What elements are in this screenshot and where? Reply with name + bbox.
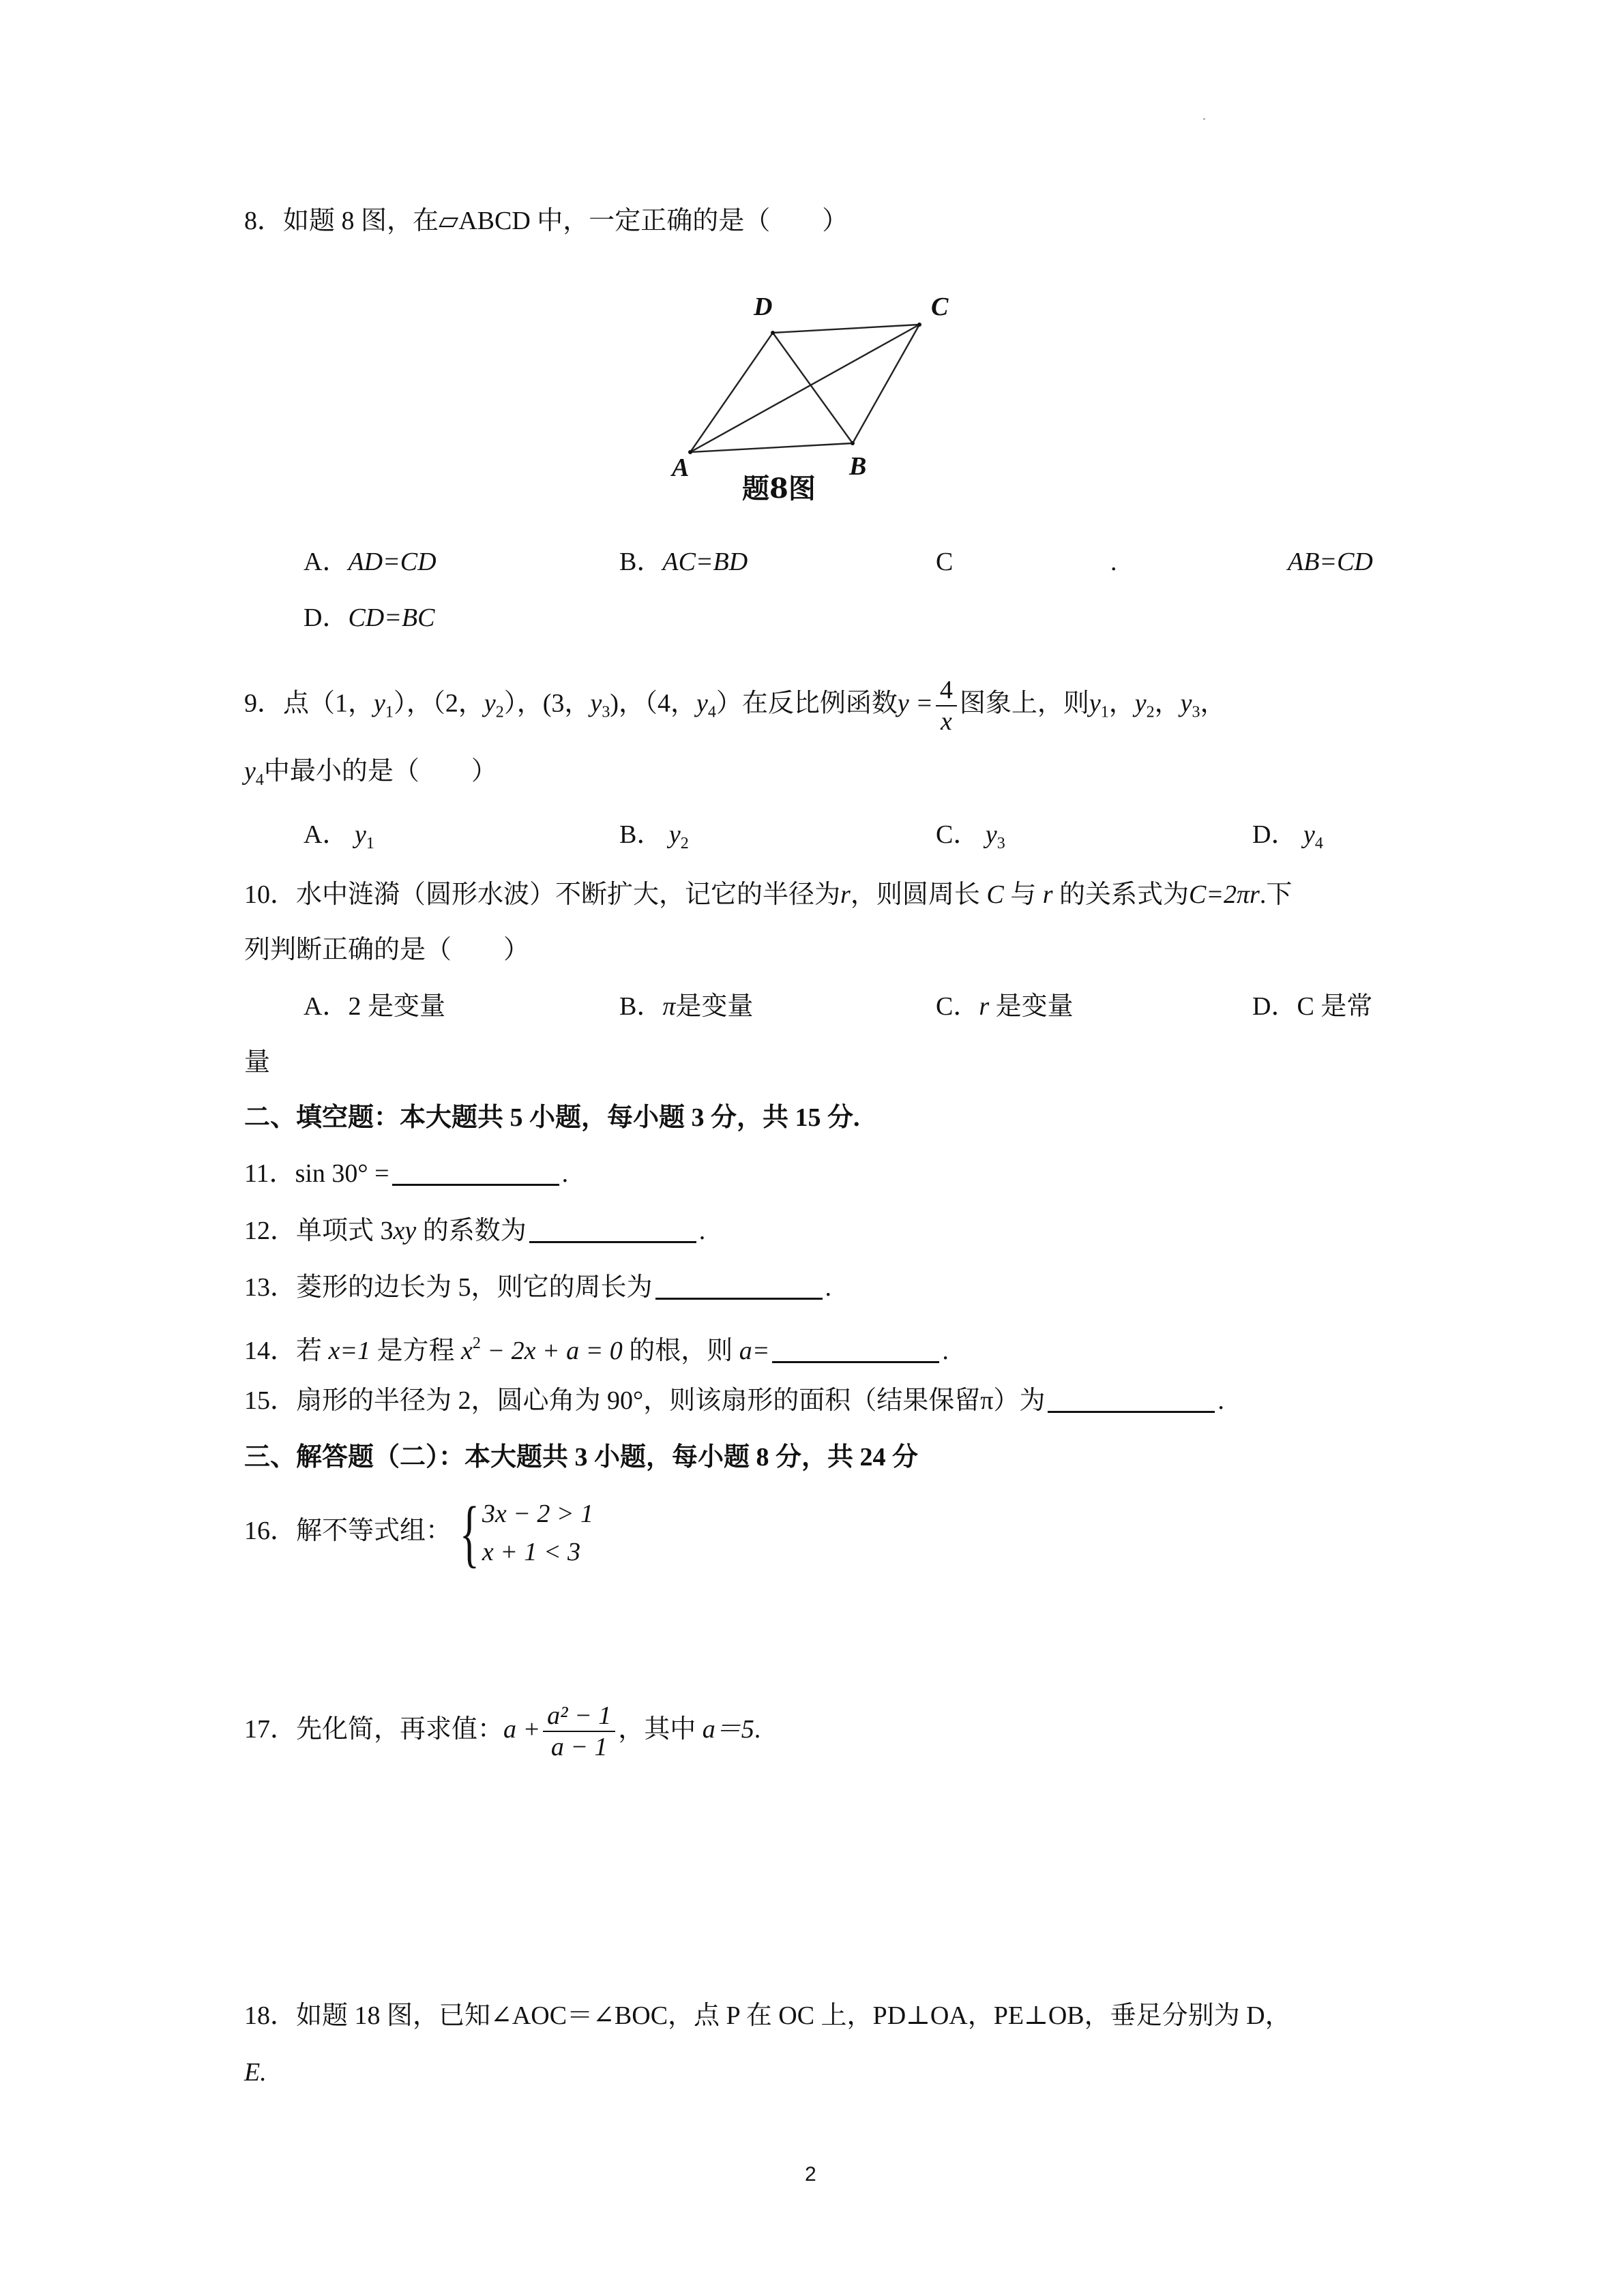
label-C: C [931,293,949,321]
label-A: A [672,453,690,482]
q10-option-a: A．2 是变量 [304,992,445,1021]
label-D: D [754,293,773,321]
q10-option-d: D．C 是常 [1252,992,1373,1021]
answer-blank[interactable] [655,1273,823,1300]
q18-line2: E. [244,2058,267,2087]
inequality-system: { 3x − 2 > 1 x + 1 < 3 [459,1491,593,1575]
q9-option-a: A． $y_1$ [304,820,374,852]
parallelogram-figure [641,280,1009,511]
section-2-heading: 二、填空题：本大题共 5 小题，每小题 3 分，共 15 分. [244,1103,860,1132]
q9-option-d: D． $y_4$ [1252,820,1323,852]
q13: 13．菱形的边长为 5，则它的周长为 . [244,1273,832,1302]
q9-option-b: B． $y_2$ [619,820,689,852]
q8-stem: 8．如题 8 图，在▱ABCD 中，一定正确的是（ ） [244,207,848,235]
section-3-heading: 三、解答题（二）：本大题共 3 小题，每小题 8 分，共 24 分 [244,1443,919,1472]
q10-stem-line1: 10．水中涟漪（圆形水波）不断扩大，记它的半径为r，则圆周长 C 与 r 的关系式为C=2πr.下 [244,880,1293,909]
q16: 16．解不等式组： { 3x − 2 > 1 x + 1 < 3 [244,1491,593,1575]
fraction-expression: $\frac{\text{a² − 1}}{a - 1}$ [543,1701,615,1762]
q8-option-a: A．AD=CD [304,548,437,576]
q9-stem-line1: 9．点（1，$y_1$），（2，$y_2$），(3，$y_3$)，（4，$y_4$）在反比例函数y = $\frac{4}{x}$ 图象上，则$y_1$，$y_2$，$y_3$， [244,676,1226,736]
q8-option-d: D．CD=BC [304,603,435,632]
q10-option-c: C．r 是变量 [936,992,1074,1021]
q11: 11．sin 30° = . [244,1159,569,1188]
q17: 17．先化简，再求值：a + $\frac{\text{a² − 1}}{a - 1}$ ，其中 a＝5. [244,1701,761,1762]
q10-option-d-wrap: 量 [244,1048,271,1077]
q8-option-c-dot: . [1110,548,1117,576]
q12: 12．单项式 3xy 的系数为 . [244,1217,706,1245]
q10-option-b: B．π是变量 [619,992,754,1021]
figure-caption: 题8图 [742,473,816,505]
q9-option-c: C． $y_3$ [936,820,1005,852]
page-number: 2 [805,2163,816,2186]
q10-stem-line2: 列判断正确的是（ ） [244,936,530,964]
fraction-4-over-x: $\frac{4}{x}$ [936,675,957,736]
q14: 14．若 x=1 是方程 $x^2 - 2x + a = 0$ 的根，则 a= . [244,1335,949,1365]
q9-stem-line2: $y_4$中最小的是（ ） [244,757,497,789]
q8-option-c-text: AB=CD [1288,548,1373,576]
scan-speck [1203,118,1205,120]
answer-blank[interactable] [772,1337,939,1363]
answer-blank[interactable] [392,1159,559,1186]
q15: 15．扇形的半径为 2，圆心角为 90°，则该扇形的面积（结果保留π）为 . [244,1386,1224,1415]
q18-line1: 18．如题 18 图，已知∠AOC＝∠BOC，点 P 在 OC 上，PD⊥OA，PE⊥OB，垂足分别为 D， [244,2001,1291,2030]
q8-option-c-key: C [936,548,954,576]
q8-option-b: B．AC=BD [619,548,748,576]
answer-blank[interactable] [529,1217,696,1243]
answer-blank[interactable] [1048,1386,1215,1413]
label-B: B [849,452,867,481]
